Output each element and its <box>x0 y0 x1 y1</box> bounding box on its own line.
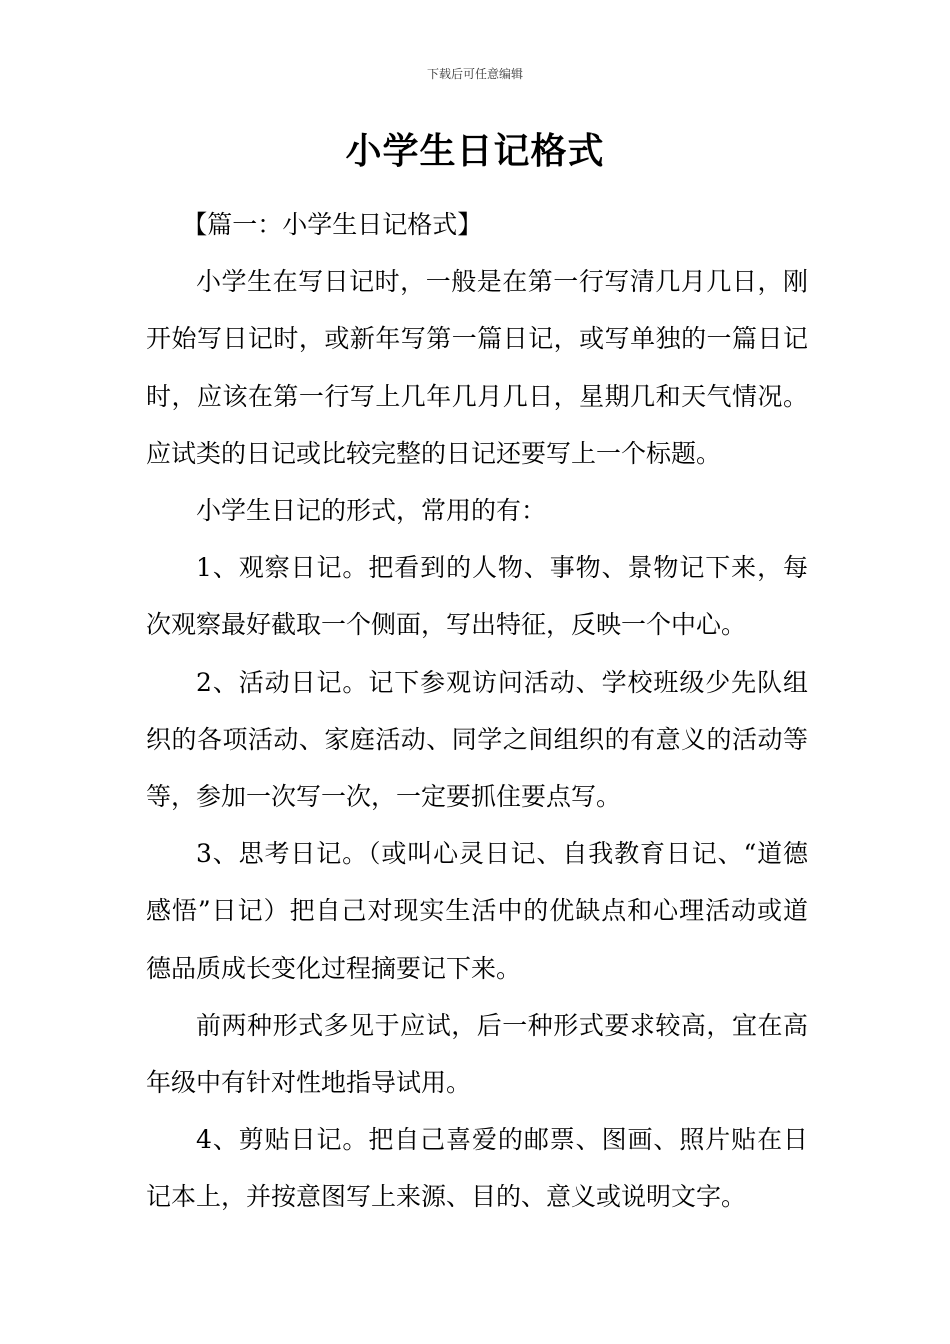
paragraph-forms: 小学生日记的形式，常用的有： <box>196 496 547 526</box>
header-note: 下载后可任意编辑 <box>426 67 523 81</box>
paragraph-note: 前两种形式多见于应试，后一种形式要求较高，宜在高年级中有针对性地指导试用。 <box>146 1010 808 1098</box>
document-title: 小学生日记格式 <box>345 131 605 172</box>
paragraph-reflection-diary: 3、思考日记。（或叫心灵日记、自我教育日记、“道德感悟”日记）把自己对现实生活中的优缺点和心理活动或道德品质成长变化过程摘要记下来。 <box>146 839 808 983</box>
document-body <box>146 196 808 1226</box>
paragraph-clipping-diary: 4、剪贴日记。把自己喜爱的邮票、图画、照片贴在日记本上，并按意图写上来源、目的、意义或说明文字。 <box>146 1125 808 1212</box>
paragraph-activity-diary: 2、活动日记。记下参观访问活动、学校班级少先队组织的各项活动、家庭活动、同学之间组织的有意义的活动等等，参加一次写一次，一定要抓住要点写。 <box>146 667 808 812</box>
paragraph-observation-diary: 1、观察日记。把看到的人物、事物、景物记下来，每次观察最好截取一个侧面，写出特征，反映一个中心。 <box>146 553 808 640</box>
paragraph-intro: 小学生在写日记时，一般是在第一行写清几月几日，刚开始写日记时，或新年写第一篇日记，或写单独的一篇日记时，应该在第一行写上几年几月几日，星期几和天气情况。应试类的日记或比较完整的日记还要写上一个标题。 <box>146 267 808 468</box>
section-heading: 【篇一：小学生日记格式】 <box>182 210 483 239</box>
